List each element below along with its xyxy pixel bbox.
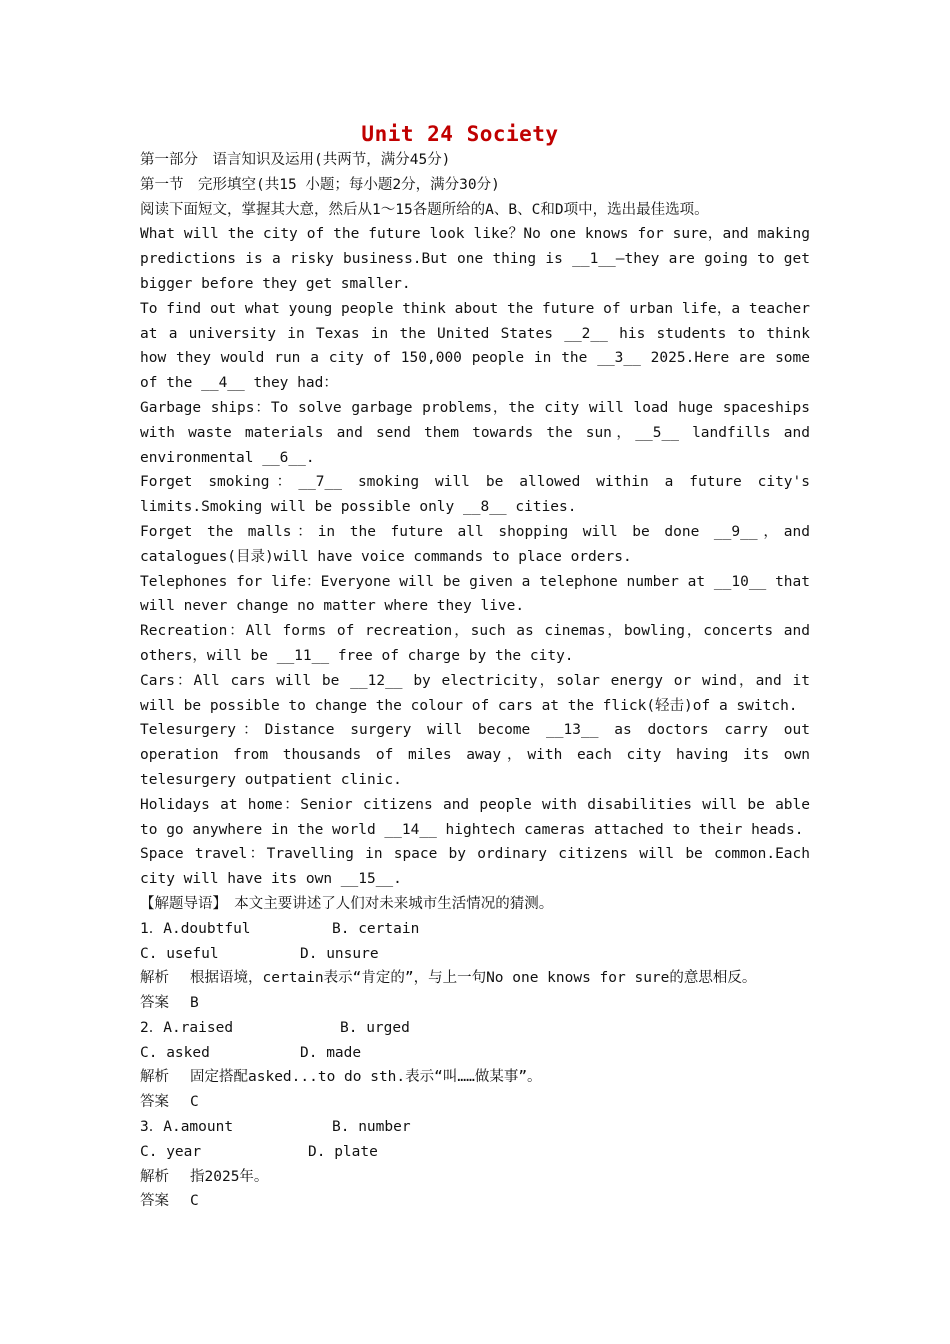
passage-paragraph: Cars：All cars will be __12__ by electricity，solar energy or wind，and it will be possible to change the colour of cars at the flick(轻击)of a switch.	[140, 672, 810, 714]
page-title: Unit 24 Society	[361, 122, 559, 146]
section-heading: 第一节 完形填空(共15 小题；每小题2分，满分30分)	[140, 176, 500, 193]
option-a: 1．A.doubtful	[140, 920, 251, 937]
passage-paragraph: Telesurgery：Distance surgery will become __13__ as doctors carry out operation from thousands of miles away，with each city having its own telesurgery outpatient clinic.	[140, 722, 810, 788]
option-c: C. asked	[140, 1044, 210, 1061]
answer-line	[140, 1189, 810, 1214]
option-b: B. number	[332, 1119, 411, 1136]
analysis-label: 解析	[140, 970, 169, 987]
document-content	[140, 148, 810, 1214]
option-d: D. unsure	[300, 945, 379, 962]
question-options-row	[140, 917, 810, 942]
analysis-line	[140, 1165, 810, 1190]
answer-line	[140, 1090, 810, 1115]
passage-paragraph: Garbage ships：To solve garbage problems，the city will load huge spaceships with waste materials and send them towards the sun，__5__ landfills and environmental __6__.	[140, 399, 810, 466]
passage-paragraph: Forget smoking：__7__ smoking will be allowed within a future city's limits.Smoking will be possible only __8__ cities.	[140, 474, 810, 516]
answer-label: 答案	[140, 1193, 169, 1210]
option-d: D. made	[300, 1044, 362, 1061]
passage-paragraph: Telephones for life：Everyone will be given a telephone number at __10__ that will never change no matter where they live.	[140, 573, 810, 615]
question-options-row	[140, 1016, 810, 1041]
option-d: D. plate	[308, 1143, 378, 1160]
analysis-line	[140, 1065, 810, 1090]
analysis-line	[140, 966, 810, 991]
guide-text: 【解题导语】 本文主要讲述了人们对未来城市生活情况的猜测。	[140, 895, 554, 912]
question-options-row	[140, 1140, 810, 1165]
analysis-text: 固定搭配asked...to do sth.表示“叫……做某事”。	[190, 1069, 542, 1086]
option-b: B. certain	[332, 920, 420, 937]
option-c: C. useful	[140, 945, 219, 962]
analysis-text: 指2025年。	[190, 1168, 269, 1185]
passage-paragraph: Recreation：All forms of recreation，such as cinemas，bowling，concerts and others，will be __11__ free of charge by the city.	[140, 623, 810, 664]
answer-text: C	[190, 1193, 199, 1210]
question-options-row	[140, 1041, 810, 1066]
analysis-text: 根据语境，certain表示“肯定的”，与上一句No one knows for sure的意思相反。	[190, 970, 757, 987]
option-b: B. urged	[340, 1019, 410, 1036]
question-options-row	[140, 942, 810, 967]
instruction-text: 阅读下面短文，掌握其大意，然后从1～15各题所给的A、B、C和D项中，选出最佳选项。	[140, 201, 709, 218]
passage-paragraph: Holidays at home：Senior citizens and people with disabilities will be able to go anywhere in the world __14__ hightech cameras attached to their heads.	[140, 796, 810, 838]
part-heading: 第一部分 语言知识及运用(共两节，满分45分)	[140, 152, 451, 168]
answer-line	[140, 991, 810, 1016]
passage-paragraph: To find out what young people think about the future of urban life，a teacher at a university in Texas in the United States __2__ his students to think how they would run a city of 150,000 people in the __3__ 2025.Here are some of the __4__ they had：	[140, 300, 810, 392]
passage-paragraph: Space travel：Travelling in space by ordinary citizens will be common.Each city will have its own __15__.	[140, 846, 810, 888]
option-c: C. year	[140, 1143, 202, 1160]
answer-text: C	[190, 1094, 199, 1111]
answer-text: B	[190, 995, 199, 1012]
option-a: 2．A.raised	[140, 1019, 234, 1036]
passage-paragraph: Forget the malls：in the future all shopping will be done __9__，and catalogues(目录)will have voice commands to place orders.	[140, 523, 810, 565]
analysis-label: 解析	[140, 1168, 169, 1185]
passage-paragraph: What will the city of the future look like？No one knows for sure，and making predictions is a risky business.But one thing is __1__—they are going to get bigger before they get smaller.	[140, 226, 810, 292]
analysis-label: 解析	[140, 1069, 169, 1086]
option-a: 3．A.amount	[140, 1119, 234, 1136]
answer-label: 答案	[140, 1094, 169, 1111]
question-options-row	[140, 1115, 810, 1140]
answer-label: 答案	[140, 995, 169, 1012]
